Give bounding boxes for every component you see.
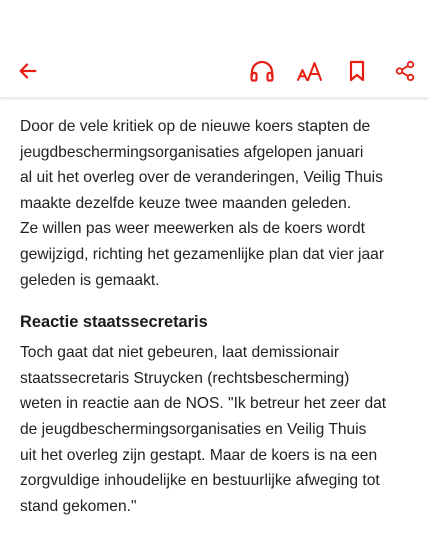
paragraph-line: geleden is gemaakt. (20, 271, 160, 289)
text-size-button[interactable] (294, 56, 326, 86)
arrow-left-icon (17, 60, 39, 82)
paragraph-line: zorgvuldige inhoudelijke en bestuurlijke afweging tot (20, 472, 380, 490)
share-icon (394, 60, 416, 82)
article-paragraph-2 (20, 216, 412, 293)
back-button[interactable] (13, 56, 43, 86)
article-body (20, 114, 412, 519)
paragraph-line: uit het overleg zijn gestapt. Maar de koers is na een (20, 446, 378, 464)
bookmark-button[interactable] (342, 56, 372, 86)
article-paragraph-1 (20, 114, 412, 216)
paragraph-line: de jeugdbeschermingsorganisaties en Veilig Thuis (20, 420, 367, 438)
listen-button[interactable] (247, 56, 277, 86)
text-size-icon (296, 60, 324, 82)
paragraph-line: gewijzigd, richting het gezamenlijke plan dat vier jaar (20, 245, 385, 263)
article-paragraph-3 (20, 340, 412, 519)
paragraph-line: weten in reactie aan de NOS. "Ik betreur het zeer dat (20, 395, 387, 413)
paragraph-line: al uit het overleg over de veranderingen, Veilig Thuis (20, 169, 383, 187)
paragraph-line: Ze willen pas weer meewerken als de koers wordt (20, 220, 365, 238)
paragraph-line: Toch gaat dat niet gebeuren, laat demissionair (20, 344, 340, 362)
top-toolbar (0, 0, 429, 98)
paragraph-line: stand gekomen." (20, 497, 137, 515)
paragraph-line: Door de vele kritiek op de nieuwe koers stapten de (20, 118, 371, 135)
headphones-icon (249, 59, 275, 83)
share-button[interactable] (390, 56, 420, 86)
bookmark-icon (347, 60, 367, 82)
section-heading: Reactie staatssecretaris (20, 313, 208, 332)
paragraph-line: jeugdbeschermingsorganisaties afgelopen januari (20, 143, 364, 161)
paragraph-line: staatssecretaris Struycken (rechtsbescherming) (20, 369, 350, 387)
paragraph-line: maakte dezelfde keuze twee maanden geleden. (20, 194, 352, 212)
